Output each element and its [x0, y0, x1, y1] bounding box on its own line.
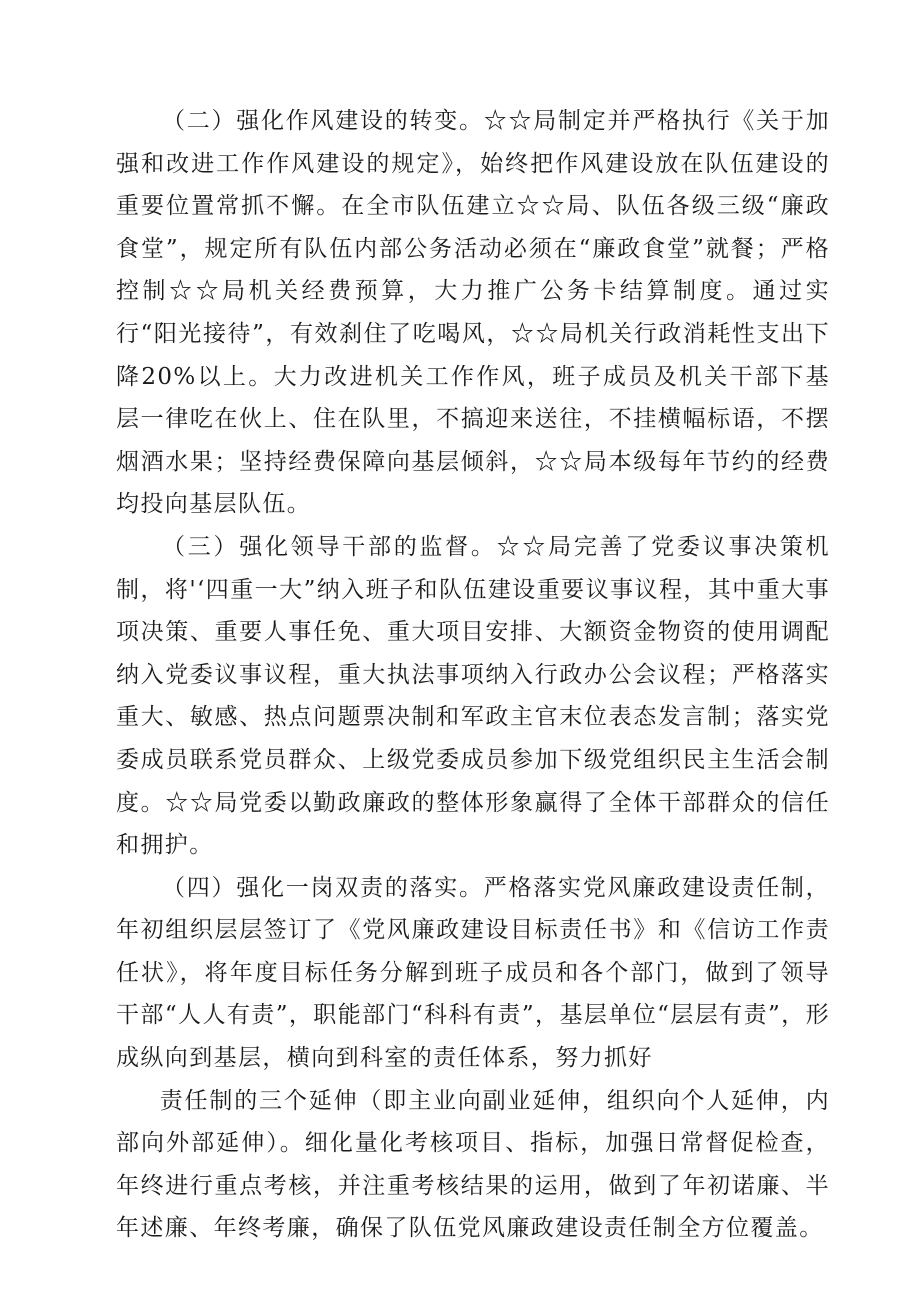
paragraph-leadership-supervision: （三）强化领导干部的监督。☆☆局完善了党委议事决策机制，将'‘四重一大”纳入班子和队伍建设重要议事议程，其中重大事项决策、重要人事任免、重大项目安排、大额资金物资的使用调配纳入党委议事议程，重大执法事项纳入行政办公会议程；严格落实重大、敏感、热点问题票决制和军政主官末位表态发言制；落实党委成员联系党员群众、上级党委成员参加下级党组织民主生活会制度。☆☆局党委以勤政廉政的整体形象赢得了全体干部群众的信任和拥护。	[116, 533, 830, 859]
paragraph-work-style: （二）强化作风建设的转变。☆☆局制定并严格执行《关于加强和改进工作作风建设的规定》，始终把作风建设放在队伍建设的重要位置常抓不懈。在全市队伍建立☆☆局、队伍各级三级“廉政食堂”，规定所有队伍内部公务活动必须在“廉政食堂”就餐；严格控制☆☆局机关经费预算，大力推广公务卡结算制度。通过实行“阳光接待”，有效刹住了吃喝风，☆☆局机关行政消耗性支出下降20%以上。大力改进机关工作作风，班子成员及机关干部下基层一律吃在伙上、住在队里，不搞迎来送往，不挂横幅标语，不摆烟酒水果；坚持经费保障向基层倾斜，☆☆局本级每年节约的经费均投向基层队伍。	[116, 108, 830, 518]
paragraph-responsibility-extension: 责任制的三个延伸（即主业向副业延伸，组织向个人延伸，内部向外部延伸）。细化量化考核项目、指标，加强日常督促检查，年终进行重点考核，并注重考核结果的运用，做到了年初诺廉、半年述廉、年终考廉，确保了队伍党风廉政建设责任制全方位覆盖。	[116, 1087, 830, 1242]
document-body	[116, 100, 830, 1250]
paragraph-dual-responsibility: （四）强化一岗双责的落实。严格落实党风廉政建设责任制，年初组织层层签订了《党风廉政建设目标责任书》和《信访工作责任状》，将年度目标任务分解到班子成员和各个部门，做到了领导干部“人人有责”，职能部门“科科有责”，基层单位“层层有责”，形成纵向到基层，横向到科室的责任体系，努力抓好	[116, 874, 830, 1072]
